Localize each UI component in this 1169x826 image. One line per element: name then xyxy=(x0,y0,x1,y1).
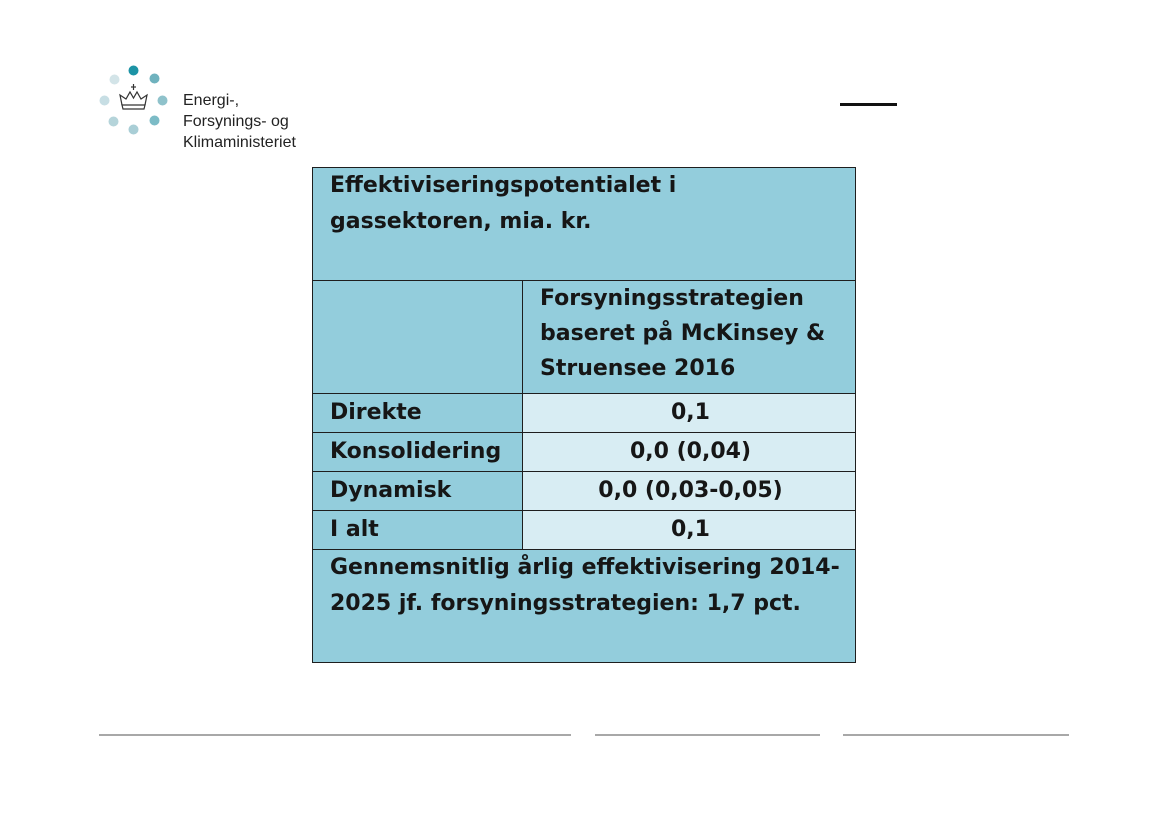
ministry-name-line: Forsynings- og xyxy=(183,113,289,130)
logo-dot xyxy=(129,66,139,76)
row-value: 0,1 xyxy=(523,394,856,433)
table-row xyxy=(313,511,856,550)
column-header: Forsyningsstrategien baseret på McKinsey & Struensee 2016 xyxy=(523,281,856,394)
crown-icon xyxy=(120,84,147,109)
table-row xyxy=(313,472,856,511)
row-value: 0,0 (0,03-0,05) xyxy=(523,472,856,511)
row-value: 0,1 xyxy=(523,511,856,550)
logo-dot xyxy=(110,75,120,85)
logo-dot xyxy=(109,117,119,127)
logo-dot xyxy=(150,116,160,126)
footer-rule xyxy=(843,734,1069,736)
footer-rule xyxy=(595,734,820,736)
logo-dot xyxy=(100,96,110,106)
table-row xyxy=(313,433,856,472)
row-label: Dynamisk xyxy=(313,472,523,511)
logo-dot xyxy=(150,74,160,84)
row-label: Konsolidering xyxy=(313,433,523,472)
logo-dot xyxy=(129,125,139,135)
ministry-name-line: Klimaministeriet xyxy=(183,134,296,151)
row-value: 0,0 (0,04) xyxy=(523,433,856,472)
efficiency-potential-table xyxy=(312,167,856,663)
footer-rule xyxy=(99,734,571,736)
ministry-logo-icon xyxy=(96,62,172,138)
row-label: I alt xyxy=(313,511,523,550)
table-title: Effektiviseringspotentialet i gassektoren, mia. kr. xyxy=(313,168,856,281)
ministry-name-line: Energi-, xyxy=(183,92,240,109)
row-label: Direkte xyxy=(313,394,523,433)
table-row xyxy=(313,394,856,433)
header-blank-cell xyxy=(313,281,523,394)
ministry-name xyxy=(183,90,296,153)
logo-dot xyxy=(158,96,168,106)
header-rule xyxy=(840,103,897,106)
table-footer-note: Gennemsnitlig årlig effektivisering 2014-2025 jf. forsyningsstrategien: 1,7 pct. xyxy=(313,550,856,663)
